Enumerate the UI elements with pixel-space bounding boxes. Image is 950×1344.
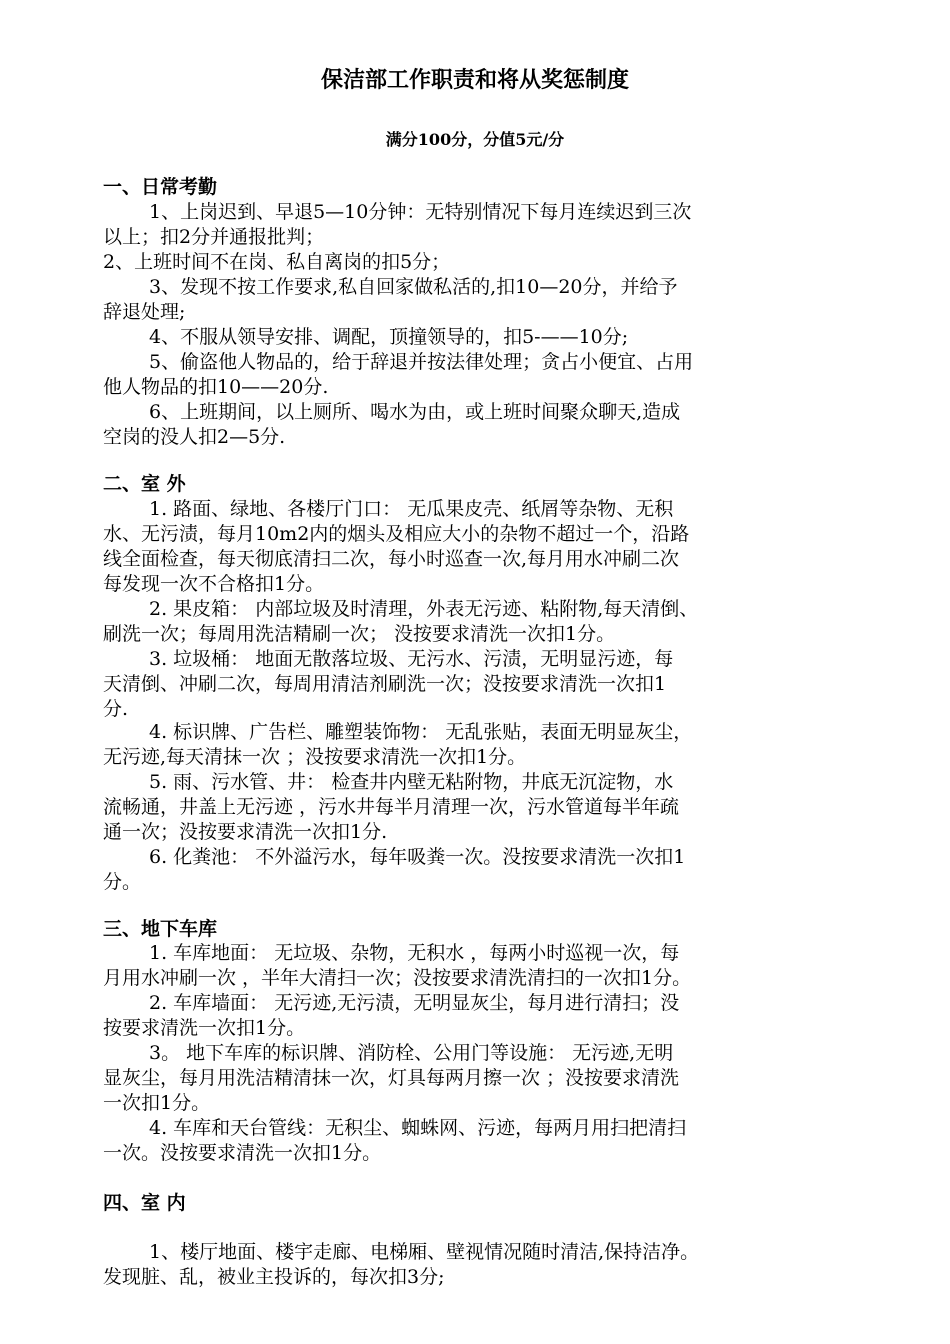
outdoor-item-1 [103,497,843,597]
document-subtitle: 满分100分，分值5元/分 [385,130,565,149]
text-line: 显灰尘，每月用洗洁精清抹一次，灯具每两月擦一次 ；没按要求清洗 [103,1067,680,1089]
text-line: 按要求清洗一次扣1分。 [103,1017,306,1039]
text-line: 通一次；没按要求清洗一次扣1分. [103,821,388,843]
section-heading-attendance: 一、日常考勤 [103,176,218,198]
text-line: 水、无污渍，每月10m2内的烟头及相应大小的杂物不超过一个，沿路 [103,523,690,545]
garage-item-4 [103,1116,843,1166]
text-line: 1. 路面、绿地、各楼厅门口： 无瓜果皮壳、纸屑等杂物、无积 [149,498,674,520]
outdoor-item-6 [103,845,843,895]
text-line: 线全面检查，每天彻底清扫二次，每小时巡查一次,每月用水冲刷二次 [103,548,680,570]
text-line: 2. 车库墙面： 无污迹,无污渍，无明显灰尘，每月进行清扫；没 [149,992,680,1014]
attendance-item-2 [103,250,843,275]
text-line: 1. 车库地面： 无垃圾、杂物，无积水 ，每两小时巡视一次，每 [149,942,680,964]
text-line: 3。 地下车库的标识牌、消防栓、公用门等设施： 无污迹,无明 [149,1042,674,1064]
text-line: 一次。没按要求清洗一次扣1分。 [103,1142,382,1164]
outdoor-item-4 [103,720,843,770]
text-line: 3. 垃圾桶： 地面无散落垃圾、无污水、污渍，无明显污迹，每 [149,648,674,670]
attendance-item-4 [103,325,843,350]
outdoor-item-3 [103,647,843,722]
text-line: 4. 标识牌、广告栏、雕塑装饰物： 无乱张贴，表面无明显灰尘， [149,721,693,743]
section-heading-garage: 三、地下车库 [103,918,218,940]
section-heading-indoor: 四、室 内 [103,1192,186,1214]
text-line: 4、不服从领导安排、调配，顶撞领导的，扣5-——10分; [149,326,629,348]
text-line: 分。 [103,871,142,893]
text-line: 2. 果皮箱： 内部垃圾及时清理，外表无污迹、粘附物,每天清倒、 [149,598,699,620]
text-line: 3、发现不按工作要求,私自回家做私活的,扣10—20分，并给予 [149,276,678,298]
text-line: 流畅通，井盖上无污迹 ，污水井每半月清理一次，污水管道每半年疏 [103,796,680,818]
text-line: 月用水冲刷一次 ，半年大清扫一次；没按要求清洗清扫的一次扣1分。 [103,967,692,989]
text-line: 分. [103,698,129,720]
document-title: 保洁部工作职责和将从奖惩制度 [320,67,629,93]
text-line: 5. 雨、污水管、井： 检查井内壁无粘附物，井底无沉淀物，水 [149,771,674,793]
text-line: 1、上岗迟到、早退5—10分钟：无特别情况下每月连续迟到三次 [149,201,692,223]
section-heading-outdoor: 二、室 外 [103,473,186,495]
text-line: 发现脏、乱，被业主投诉的，每次扣3分; [103,1266,445,1288]
attendance-item-6 [103,400,843,450]
outdoor-item-2 [103,597,843,647]
attendance-item-5 [103,350,843,400]
text-line: 他人物品的扣10——20分. [103,376,329,398]
text-line: 6、上班期间，以上厕所、喝水为由，或上班时间聚众聊天,造成 [149,401,681,423]
text-line: 辞退处理; [103,301,186,323]
text-line: 每发现一次不合格扣1分。 [103,573,325,595]
garage-item-2 [103,991,843,1041]
attendance-item-3 [103,275,843,325]
text-line: 1、楼厅地面、楼宇走廊、电梯厢、壁视情况随时清洁,保持洁净。 [149,1241,700,1263]
text-line: 天清倒、冲刷二次，每周用清洁剂刷洗一次；没按要求清洗一次扣1 [103,673,667,695]
text-line: 5、偷盗他人物品的，给于辞退并按法律处理；贪占小便宜、占用 [149,351,694,373]
garage-item-1 [103,941,843,991]
text-line: 无污迹,每天清抹一次 ；没按要求清洗一次扣1分。 [103,746,527,768]
text-line: 刷洗一次；每周用洗洁精刷一次； 没按要求清洗一次扣1分。 [103,623,616,645]
garage-item-3 [103,1041,843,1116]
outdoor-item-5 [103,770,843,845]
text-line: 2、上班时间不在岗、私自离岗的扣5分； [103,251,451,273]
attendance-item-1 [103,200,843,250]
text-line: 以上；扣2分并通报批判； [103,226,325,248]
text-line: 6. 化粪池： 不外溢污水，每年吸粪一次。没按要求清洗一次扣1 [149,846,686,868]
text-line: 一次扣1分。 [103,1092,211,1114]
indoor-item-1 [103,1240,843,1290]
text-line: 空岗的没人扣2—5分. [103,426,286,448]
text-line: 4. 车库和天台管线：无积尘、蜘蛛网、污迹，每两月用扫把清扫 [149,1117,687,1139]
